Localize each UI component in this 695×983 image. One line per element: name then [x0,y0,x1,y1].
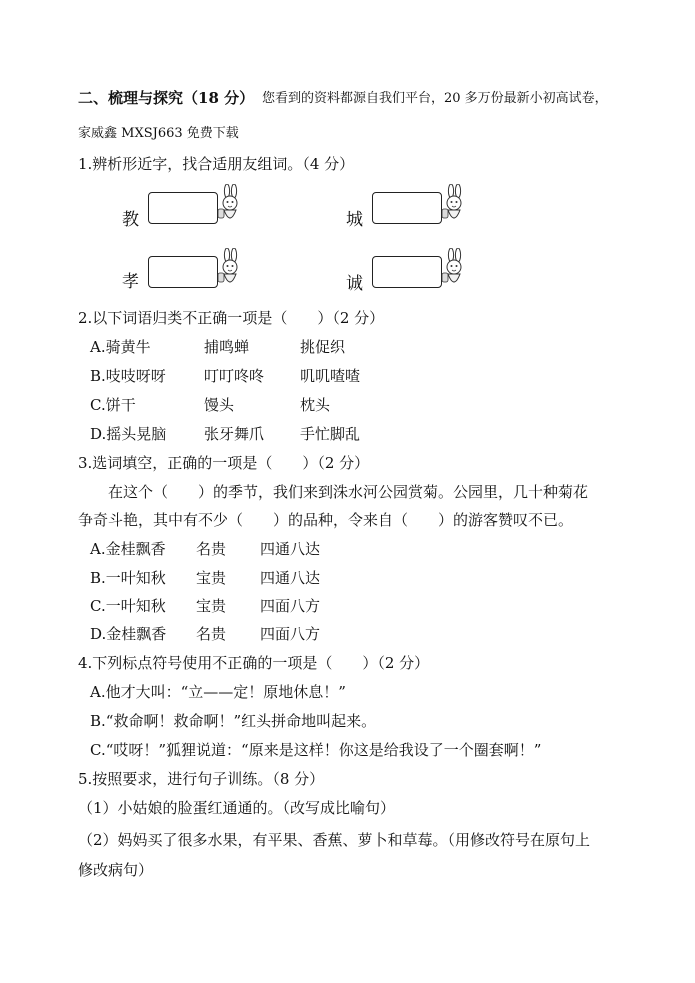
q1-char-2: 城 [346,210,363,230]
q1-answer-box-2[interactable] [372,192,442,224]
q3-option-a-word2: 名贵 [196,540,227,558]
bunny-holding-card-icon [217,184,243,230]
q3-option-c-word3: 四面八方 [260,597,321,615]
q1-answer-box-4[interactable] [372,256,442,288]
q4-option-b: B.“救命啊！救命啊！”红头拼命地叫起来。 [90,712,377,730]
q2-option-c: C.饼干 [90,396,136,414]
q1-answer-box-1[interactable] [148,192,218,224]
section-title: 二、梳理与探究（18 分） [78,89,255,107]
q3-option-b-word3: 四通八达 [260,569,321,587]
q1-char-4: 诚 [346,274,363,294]
q2-stem: 2.以下词语归类不正确一项是（ ）（2 分） [78,309,385,327]
q3-option-b: B.一叶知秋 [90,569,166,587]
bunny-holding-card-icon [441,248,467,294]
q3-option-b-word2: 宝贵 [196,569,227,587]
q1-stem: 1.辨析形近字，找合适朋友组词。（4 分） [78,155,355,173]
q5-item-2-line-1: （2）妈妈买了很多水果，有平果、香蕉、萝卜和草莓。（用修改符号在原句上 [78,831,591,849]
q5-item-1: （1）小姑娘的脸蛋红通通的。（改写成比喻句） [78,799,396,817]
q3-option-d: D.金桂飘香 [90,625,167,643]
q2-option-b-word3: 叽叽喳喳 [300,367,361,385]
q2-option-d-word2: 张牙舞爪 [204,425,265,443]
q2-option-b: B.吱吱呀呀 [90,367,166,385]
q3-option-d-word3: 四面八方 [260,625,321,643]
q3-option-c-word2: 宝贵 [196,597,227,615]
q3-stem: 3.选词填空，正确的一项是（ ）（2 分） [78,454,370,472]
q3-option-a: A.金桂飘香 [90,540,166,558]
q3-option-c: C.一叶知秋 [90,597,166,615]
q3-option-d-word2: 名贵 [196,625,227,643]
q1-char-1: 教 [122,210,139,230]
q2-option-c-word2: 馒头 [204,396,235,414]
q3-passage-line-2: 争奇斗艳，其中有不少（ ）的品种，令来自（ ）的游客赞叹不已。 [78,511,574,529]
q1-answer-box-3[interactable] [148,256,218,288]
q1-char-3: 孝 [122,272,139,292]
q4-stem: 4.下列标点符号使用不正确的一项是（ ）（2 分） [78,654,430,672]
q4-option-c: C.“哎呀！”狐狸说道：“原来是这样！你这是给我设了一个圈套啊！” [90,741,542,759]
bunny-holding-card-icon [441,184,467,230]
bunny-holding-card-icon [217,248,243,294]
q2-option-b-word2: 叮叮咚咚 [204,367,265,385]
q4-option-a: A.他才大叫：“立——定！原地休息！” [90,683,346,701]
promo-line-1: 您看到的资料都源自我们平台，20 多万份最新小初高试卷， [262,91,608,106]
q5-stem: 5.按照要求，进行句子训练。（8 分） [78,770,325,788]
q2-option-a: A.骑黄牛 [90,338,151,356]
q2-option-a-word3: 挑促织 [300,338,346,356]
q2-option-d-word3: 手忙脚乱 [300,425,361,443]
q2-option-c-word3: 枕头 [300,396,331,414]
q5-item-2-line-2: 修改病句） [78,861,154,879]
q2-option-d: D.摇头晃脑 [90,425,167,443]
promo-line-2: 家威鑫 MXSJ663 免费下载 [78,126,239,141]
q3-passage-line-1: 在这个（ ）的季节，我们来到洙水河公园赏菊。公园里，几十种菊花 [108,483,589,501]
q3-option-a-word3: 四通八达 [260,540,321,558]
q2-option-a-word2: 捕鸣蝉 [204,338,250,356]
